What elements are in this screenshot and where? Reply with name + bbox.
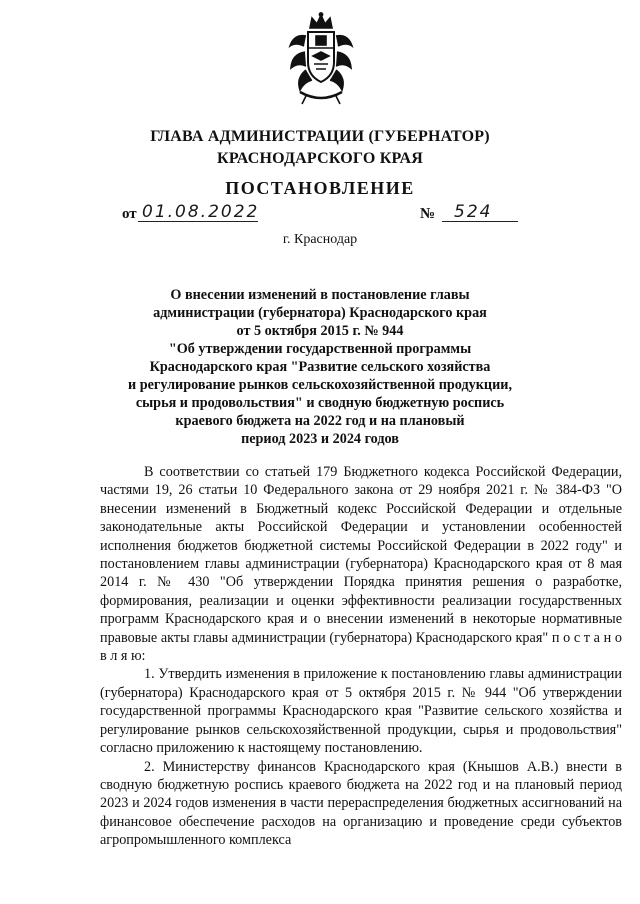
date-value: 01.08.2022 — [138, 202, 258, 222]
title-line: О внесении изменений в постановление главы — [170, 287, 470, 303]
number-value: 524 — [442, 202, 518, 222]
number-label: № — [420, 206, 436, 222]
issuer-region: КРАСНОДАРСКОГО КРАЯ — [217, 150, 423, 167]
body-paragraph: 2. Министерству финансов Краснодарского края (Кнышов А.В.) внести в сводную бюджетную роспись краевого бюджета на 2022 год и на плановый период 2023 и 2024 годов изменения в части перераспределения бюджетных ассигнований на финансовое обеспечение расходов на организацию и проведение среди субъектов агропромышленного комплекса — [100, 758, 622, 849]
document-body — [100, 463, 622, 850]
krasnodar-coat-of-arms-icon — [286, 12, 356, 108]
document-type: ПОСТАНОВЛЕНИЕ — [225, 178, 415, 198]
title-line: Краснодарского края "Развитие сельского хозяйства — [149, 359, 491, 375]
date-label: от — [122, 206, 137, 222]
title-line: сырья и продовольствия" и сводную бюджетную роспись — [135, 395, 505, 411]
document-title — [100, 286, 540, 448]
body-paragraph: В соответствии со статьей 179 Бюджетного кодекса Российской Федерации, частями 19, 26 статьи 10 Федерального закона от 29 ноября 2021 г. № 384-ФЗ "О внесении изменений в Бюджетный кодекс Российской Федерации и отдельные законодательные акты Российской Федерации и установлении особенностей исполнения бюджетов бюджетной системы Российской Федерации в 2022 году" и постановлением главы администрации (губернатора) Краснодарского края от 8 мая 2014 г. № 430 "Об утверждении Порядка принятия решения о разработке, формирования, реализации и оценки эффективности реализации государственных программ Краснодарского края и о внесении изменений в некоторые нормативные правовые акты главы администрации (губернатора) Краснодарского края" п о с т а н о в л я ю: — [100, 464, 622, 665]
city: г. Краснодар — [282, 232, 358, 247]
issuer-title: ГЛАВА АДМИНИСТРАЦИИ (ГУБЕРНАТОР) — [150, 128, 490, 145]
title-line: период 2023 и 2024 годов — [241, 431, 399, 447]
title-line: и регулирование рынков сельскохозяйственной продукции, — [128, 377, 512, 393]
title-line: администрации (губернатора) Краснодарского края — [153, 305, 487, 321]
title-line: краевого бюджета на 2022 год и на плановый — [175, 413, 465, 429]
body-paragraph: 1. Утвердить изменения в приложение к постановлению главы администрации (губернатора) Краснодарского края от 5 октября 2015 г. № 944 "Об утверждении государственной программы Краснодарского края "Развитие сельского хозяйства и регулирование рынков сельскохозяйственной продукции, сырья и продовольствия" согласно приложению к настоящему постановлению. — [100, 666, 622, 757]
title-line: "Об утверждении государственной программы — [168, 341, 472, 357]
title-line: от 5 октября 2015 г. № 944 — [236, 323, 404, 339]
